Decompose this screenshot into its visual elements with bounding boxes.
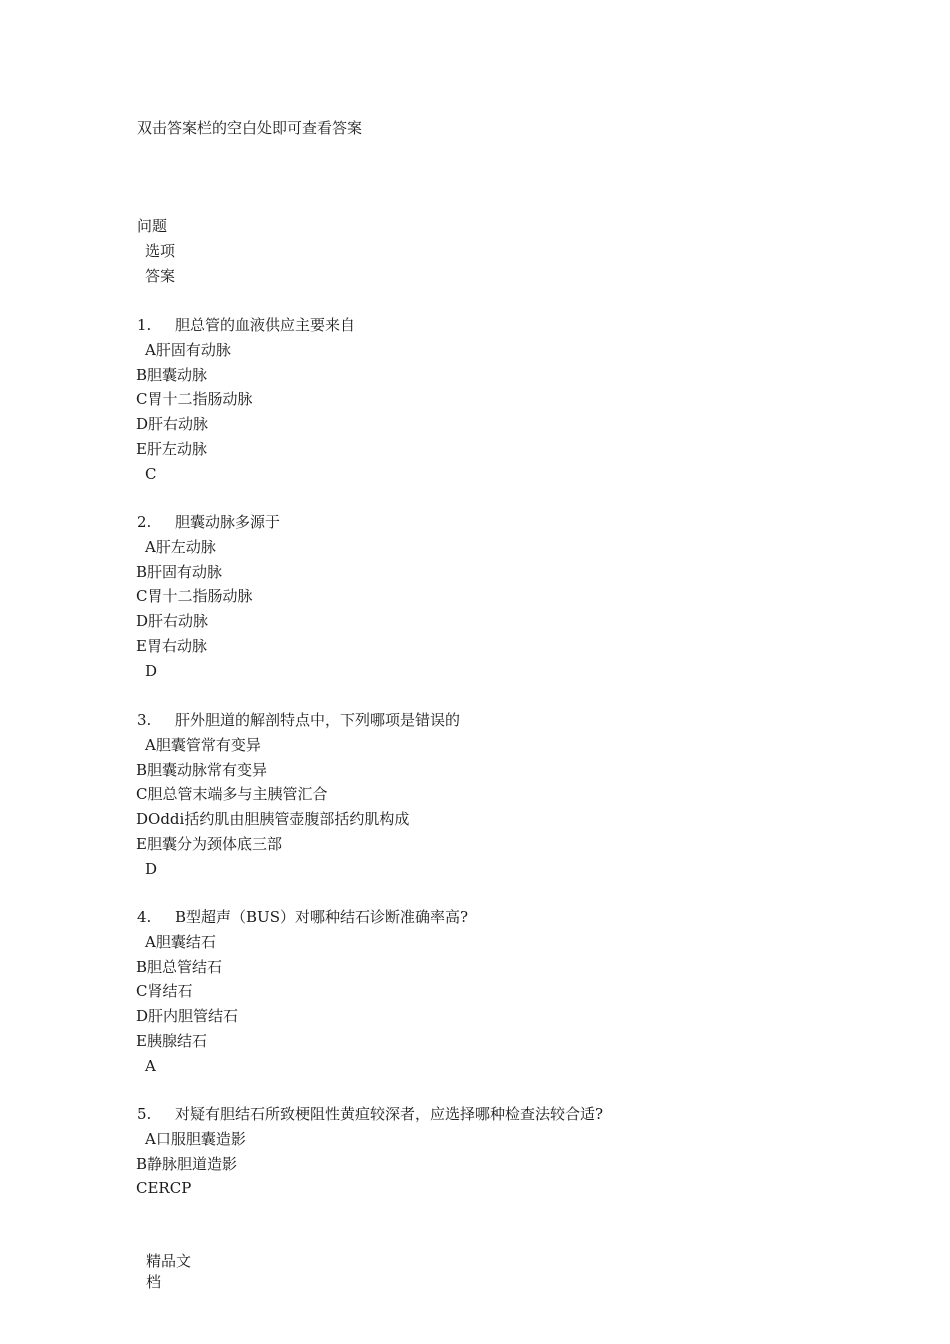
option-item: E胃右动脉 (136, 637, 207, 655)
option-item: C胃十二指肠动脉 (136, 390, 253, 409)
question-title (137, 1104, 603, 1124)
header-options: 选项 (145, 242, 176, 260)
question-title (137, 710, 460, 730)
header-question: 问题 (137, 217, 168, 235)
option-item: B肝固有动脉 (136, 562, 223, 581)
question-title (137, 512, 280, 532)
option-item: A胆囊结石 (145, 932, 216, 951)
answer-cell[interactable]: A (145, 1056, 156, 1075)
question-text: 胆囊动脉多源于 (175, 513, 281, 531)
answer-cell[interactable]: D (145, 859, 158, 878)
option-item: D肝右动脉 (136, 415, 209, 434)
option-item: B静脉胆道造影 (136, 1154, 238, 1173)
option-item: D肝右动脉 (136, 612, 209, 631)
option-item: C胆总管末端多与主胰管汇合 (136, 785, 328, 804)
instruction-text: 双击答案栏的空白处即可查看答案 (137, 119, 363, 137)
footer-watermark-line2: 档 (146, 1273, 162, 1291)
option-item: B胆总管结石 (136, 957, 223, 976)
option-item: CERCP (136, 1179, 192, 1198)
answer-cell[interactable]: D (145, 661, 158, 680)
question-number: 4. (137, 908, 152, 926)
question-text: B型超声（BUS）对哪种结石诊断准确率高? (175, 908, 469, 926)
question-text: 对疑有胆结石所致梗阻性黄疸较深者，应选择哪种检查法较合适? (175, 1105, 604, 1123)
header-answer: 答案 (145, 267, 176, 285)
option-item: A胆囊管常有变异 (145, 735, 261, 754)
option-item: E胰腺结石 (136, 1032, 207, 1050)
option-item: C肾结石 (136, 982, 193, 1001)
question-number: 5. (137, 1105, 152, 1123)
option-item: E肝左动脉 (136, 440, 207, 458)
option-item: A口服胆囊造影 (145, 1129, 246, 1148)
question-text: 胆总管的血液供应主要来自 (175, 316, 356, 334)
option-item: D肝内胆管结石 (136, 1007, 239, 1026)
question-number: 1. (137, 316, 152, 334)
option-item: E胆囊分为颈体底三部 (136, 835, 282, 853)
option-item: DOddi括约肌由胆胰管壶腹部括约肌构成 (136, 810, 410, 829)
question-title (137, 315, 355, 335)
option-item: B胆囊动脉 (136, 365, 208, 384)
question-number: 3. (137, 711, 152, 729)
question-title (137, 907, 468, 927)
option-item: A肝固有动脉 (145, 340, 231, 359)
option-item: A肝左动脉 (145, 537, 216, 556)
question-number: 2. (137, 513, 152, 531)
option-item: C胃十二指肠动脉 (136, 587, 253, 606)
question-text: 肝外胆道的解剖特点中，下列哪项是错误的 (175, 711, 461, 729)
option-item: B胆囊动脉常有变异 (136, 760, 268, 779)
answer-cell[interactable]: C (145, 464, 157, 483)
footer-watermark-line1: 精品文 (146, 1252, 192, 1270)
